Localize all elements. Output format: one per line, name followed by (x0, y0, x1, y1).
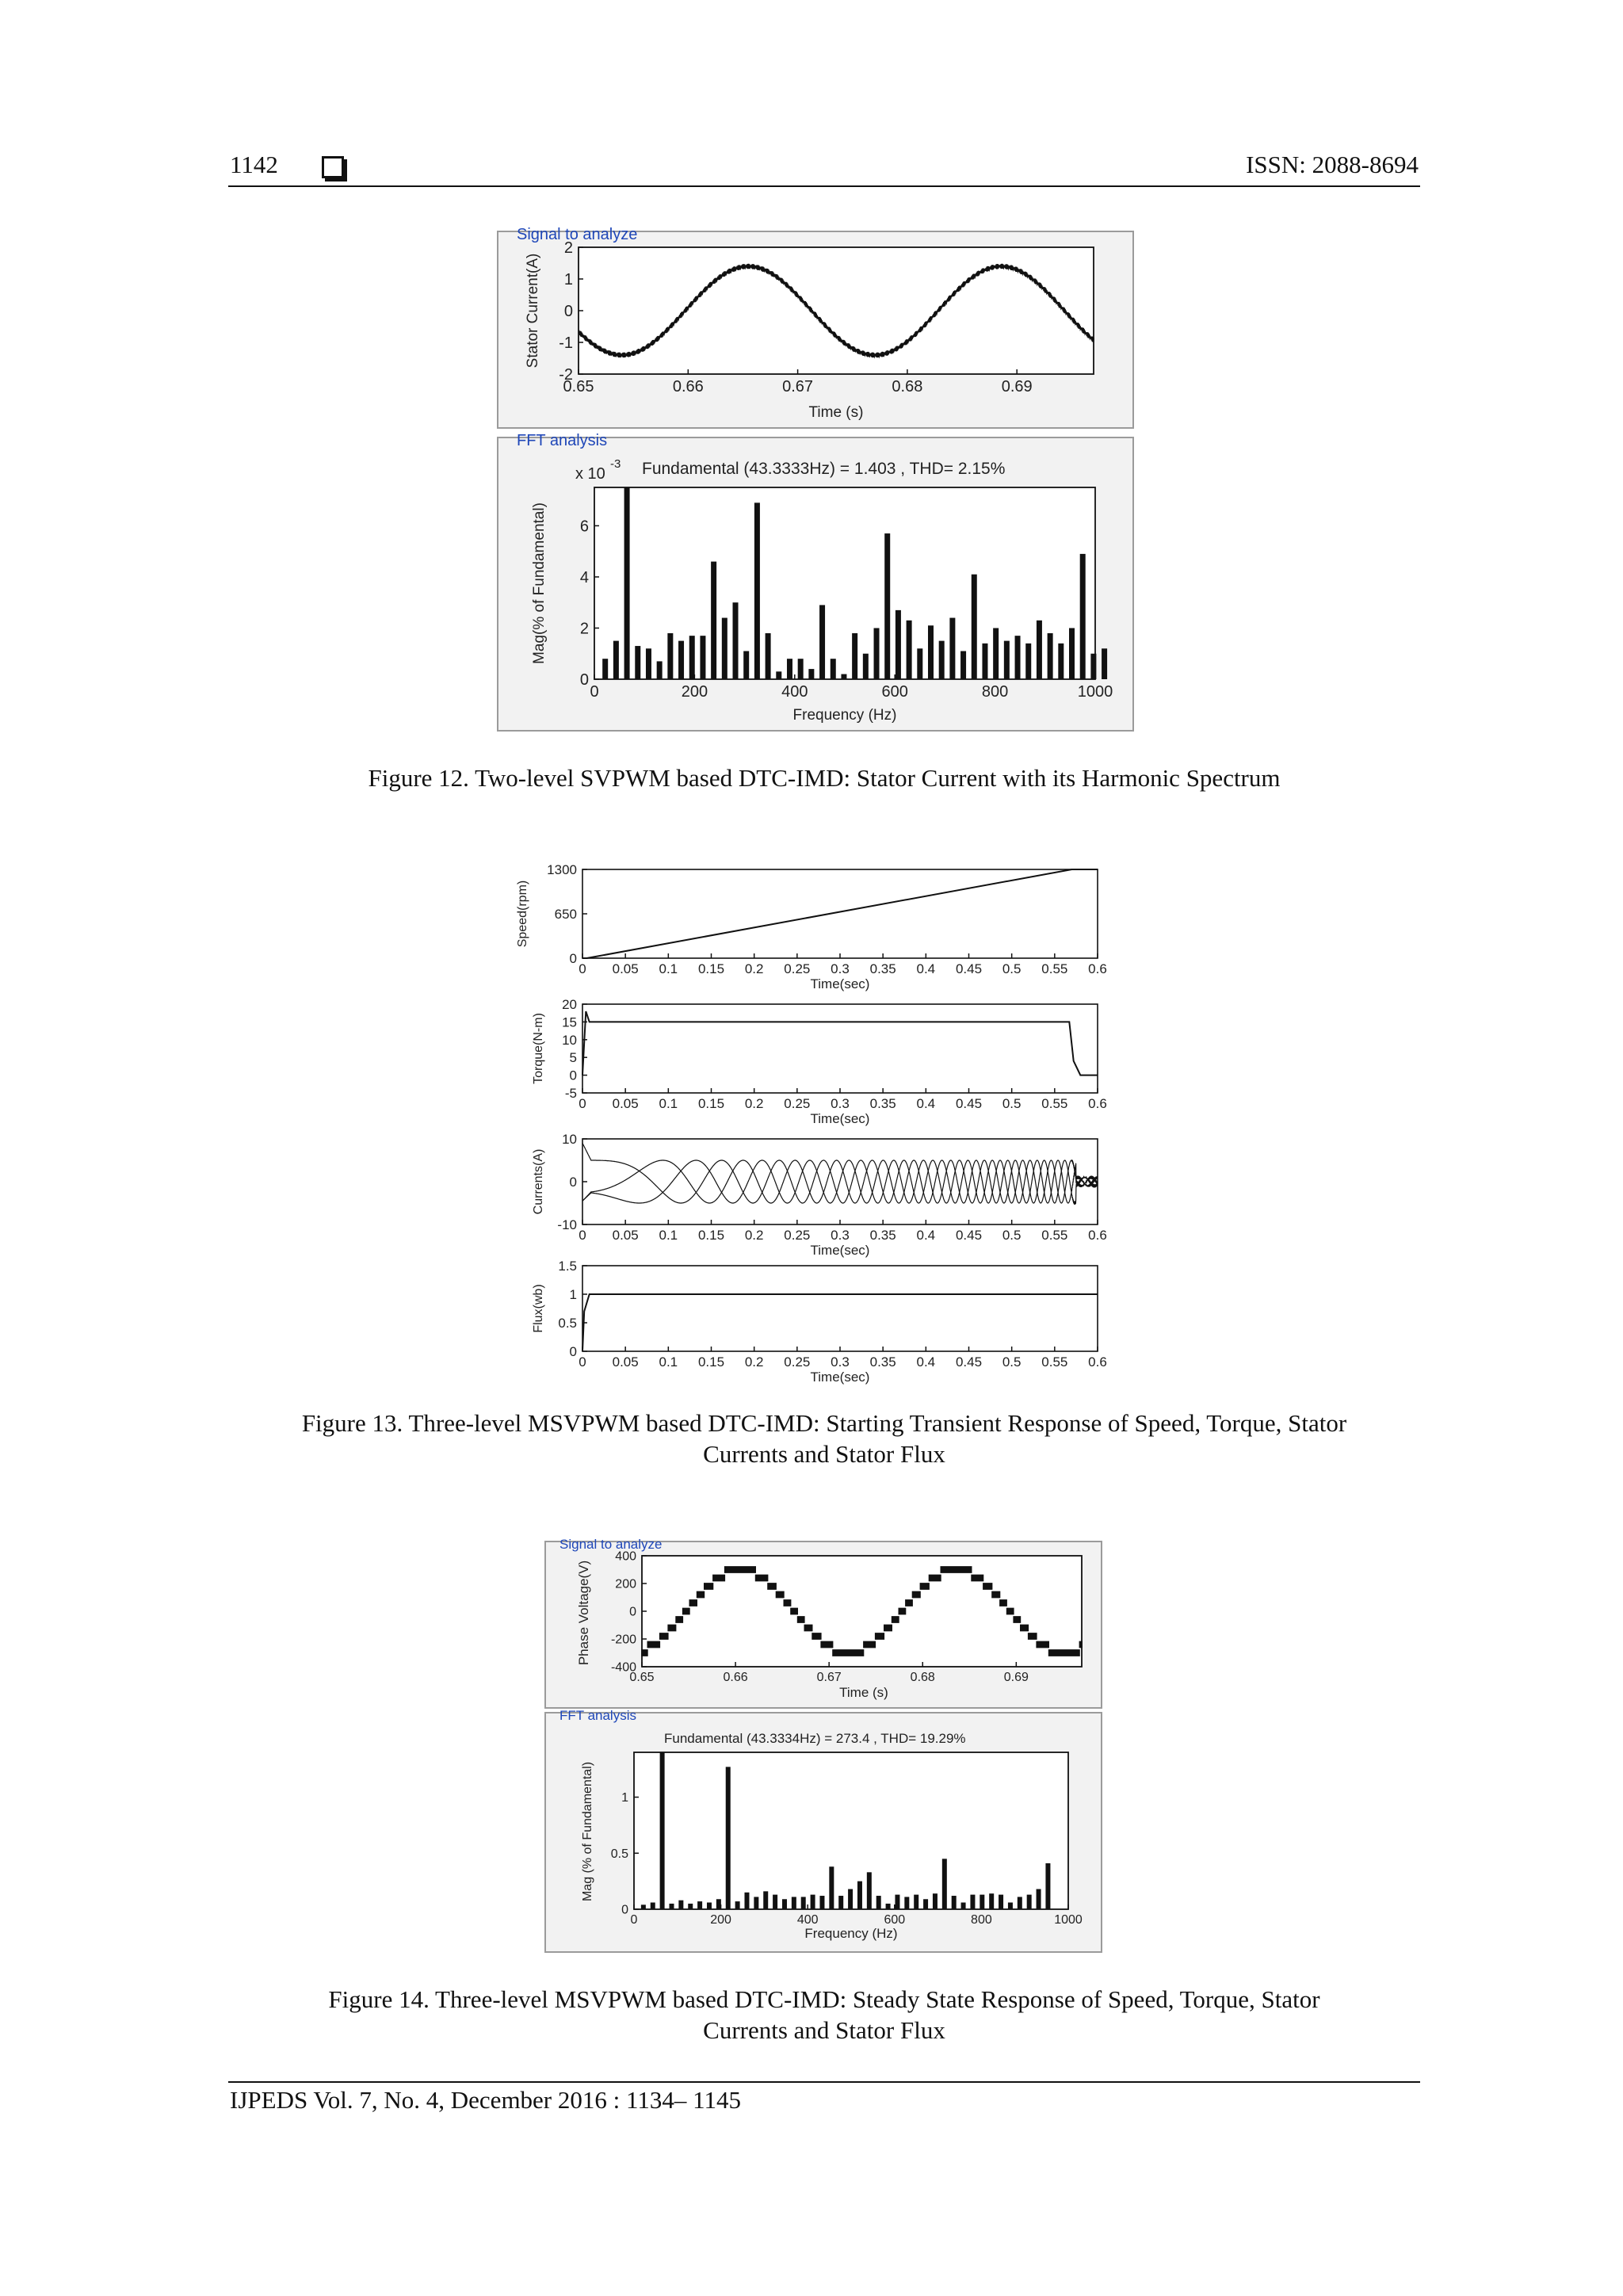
fft-bar (700, 636, 705, 679)
y-axis-label: Flux(wb) (532, 1284, 545, 1333)
fft-bar (722, 618, 727, 679)
x-axis-label: Time(sec) (810, 1243, 870, 1258)
y-tick-label: 2 (579, 620, 589, 638)
x-tick-label: 0.45 (955, 961, 983, 976)
x-tick-label: 0 (579, 1096, 586, 1111)
y-tick-label: -5 (564, 1085, 577, 1101)
header-box-icon (322, 156, 344, 178)
x-tick-label: 0.69 (1003, 1671, 1029, 1684)
fft-bar (678, 1901, 683, 1909)
x-tick-label: 0.68 (892, 378, 923, 395)
fft-bar (961, 1903, 966, 1909)
x-tick-label: 0.25 (784, 1228, 811, 1243)
fft-bar (735, 1901, 740, 1909)
fft-bar (863, 654, 869, 679)
fft-xlabel: Frequency (Hz) (792, 707, 897, 724)
fft-bar (773, 1895, 777, 1909)
y-tick-label: 10 (562, 1131, 577, 1147)
y-tick-label: -1 (559, 334, 573, 352)
y-tick-label: 5 (569, 1050, 577, 1066)
fft-ylabel: Mag (% of Fundamental) (581, 1761, 594, 1902)
fft-bar (923, 1899, 928, 1909)
y-tick-label: 1 (621, 1791, 628, 1805)
x-tick-label: 0 (579, 1228, 586, 1243)
figure-14-caption (206, 1984, 1442, 2046)
x-tick-label: 0.4 (916, 961, 936, 976)
fft-bar (1015, 636, 1021, 679)
fft-bar (896, 610, 901, 679)
y-tick-label: -2 (559, 366, 573, 384)
x-tick-label: 0.1 (659, 1096, 678, 1111)
fft-bar (711, 562, 716, 679)
fft-scale-exp: -3 (610, 457, 621, 471)
y-tick-label: 1.5 (558, 1258, 577, 1274)
plot-area (582, 1266, 1098, 1351)
x-tick-label: 0.05 (612, 1228, 639, 1243)
y-tick-label: 0 (569, 1068, 577, 1083)
figure-13-caption-line2: Currents and Stator Flux (703, 1440, 945, 1468)
fft-bar (1008, 1903, 1013, 1909)
y-tick-label: 0 (569, 1343, 577, 1359)
fft-bar (624, 487, 630, 679)
x-tick-label: 0.2 (744, 1354, 764, 1370)
signal-xlabel: Time (s) (839, 1685, 888, 1700)
fft-bar (907, 621, 912, 679)
fft-bar (867, 1872, 872, 1909)
figure-13-caption-line1: Figure 13. Three-level MSVPWM based DTC-IMD: Starting Transient Response of Speed, Torque, Stator (301, 1409, 1347, 1437)
fft-bar (949, 618, 955, 679)
x-tick-label: 0.45 (955, 1354, 983, 1370)
y-tick-label: 650 (554, 906, 577, 922)
x-tick-label: 0.6 (1088, 1228, 1107, 1243)
x-tick-label: 0.3 (831, 961, 850, 976)
x-tick-label: 0.35 (869, 1096, 896, 1111)
y-tick-label: 200 (615, 1577, 636, 1591)
fft-bar (1069, 628, 1075, 679)
y-axis-label: Speed(rpm) (516, 880, 529, 948)
fft-bar (819, 605, 825, 679)
x-tick-label: 0.66 (723, 1671, 748, 1684)
signal-ylabel: Stator Current(A) (525, 253, 541, 369)
fft-bar (657, 661, 663, 679)
fft-bar (904, 1897, 909, 1909)
fft-bar (602, 659, 608, 679)
fft-bar (1018, 1897, 1022, 1909)
x-tick-label: 0.4 (916, 1096, 936, 1111)
fft-bar (635, 646, 640, 679)
x-tick-label: 0.67 (816, 1671, 842, 1684)
fft-bar (763, 1891, 768, 1909)
fft-bar (838, 1896, 843, 1909)
x-tick-label: 600 (881, 683, 908, 701)
figure-14 (539, 1534, 1109, 1958)
y-tick-label: 4 (579, 568, 589, 586)
x-tick-label: 0.2 (744, 961, 764, 976)
header-rule (228, 185, 1420, 187)
x-tick-label: 0.05 (612, 1354, 639, 1370)
fft-bar (1080, 554, 1086, 679)
x-tick-label: 0.15 (697, 961, 725, 976)
y-tick-label: 0.5 (610, 1847, 628, 1861)
fft-bar (1045, 1863, 1050, 1909)
x-tick-label: 0.5 (1002, 1228, 1022, 1243)
fig13-torque-panel (532, 997, 1107, 1126)
fft-bar (776, 671, 781, 679)
x-tick-label: 0.5 (1002, 1354, 1022, 1370)
fft-bar (766, 633, 771, 679)
x-tick-label: 0.67 (782, 378, 814, 395)
x-tick-label: 0.2 (744, 1096, 764, 1111)
y-tick-label: 1300 (547, 861, 577, 877)
x-tick-label: 0.5 (1002, 1096, 1022, 1111)
y-tick-label: 0 (563, 303, 573, 320)
fft-bar (697, 1901, 702, 1909)
x-tick-label: 0.1 (659, 961, 678, 976)
fig13-speed-panel (516, 862, 1107, 991)
fft-bar (857, 1881, 862, 1909)
x-tick-label: 0.45 (955, 1096, 983, 1111)
fft-bar (829, 1866, 834, 1909)
fft-annotation: Fundamental (43.3334Hz) = 273.4 , THD= 19.29% (664, 1731, 966, 1746)
fft-bar (1037, 1889, 1041, 1909)
fft-bar (980, 1895, 984, 1909)
fft-bar (744, 1893, 749, 1909)
fft-bar (678, 641, 684, 679)
x-tick-label: 0 (579, 961, 586, 976)
x-tick-label: 0.25 (784, 1354, 811, 1370)
x-tick-label: 0.15 (697, 1354, 725, 1370)
fft-scale: x 10 (575, 465, 605, 483)
plot-area (582, 1004, 1098, 1093)
fft-bar (787, 659, 792, 679)
fft-bar (933, 1893, 938, 1909)
fft-bar (792, 1897, 796, 1909)
fft-bar (667, 633, 673, 679)
y-tick-label: 0 (621, 1903, 628, 1917)
fft-bar (808, 669, 814, 679)
x-tick-label: 400 (781, 683, 808, 701)
fft-xlabel: Frequency (Hz) (804, 1926, 898, 1941)
fft-bar (928, 625, 934, 679)
fft-panel-title: FFT analysis (559, 1708, 636, 1723)
fft-bar (651, 1903, 655, 1909)
y-tick-label: 0 (629, 1605, 636, 1619)
page-number: 1142 (230, 151, 278, 178)
x-tick-label: 0.05 (612, 1096, 639, 1111)
signal-xlabel: Time (s) (808, 404, 864, 421)
fft-bar (782, 1899, 787, 1909)
fft-bar (689, 636, 695, 679)
x-tick-label: 0.65 (629, 1671, 655, 1684)
y-tick-label: -400 (610, 1660, 636, 1675)
fft-bar (914, 1895, 918, 1909)
fft-bar (972, 575, 977, 679)
fft-bar (707, 1903, 712, 1909)
x-tick-label: 0.6 (1088, 1096, 1107, 1111)
fft-ylabel: Mag(% of Fundamental) (531, 502, 548, 664)
figure-13 (507, 860, 1125, 1399)
fft-bar (1037, 621, 1042, 679)
y-tick-label: 15 (562, 1014, 577, 1030)
x-tick-label: 0.1 (659, 1228, 678, 1243)
fft-bar (831, 659, 836, 679)
fft-bar (754, 502, 760, 679)
x-tick-label: 0 (590, 683, 599, 701)
fft-bar (876, 1896, 881, 1909)
x-tick-label: 0.55 (1041, 961, 1068, 976)
x-tick-label: 0.55 (1041, 1096, 1068, 1111)
fft-bar (641, 1904, 646, 1909)
fft-bar (688, 1904, 693, 1909)
fft-bar (874, 628, 880, 679)
fft-bar (852, 633, 857, 679)
fft-bar (819, 1896, 824, 1909)
fft-bar (917, 648, 922, 679)
y-tick-label: 1 (569, 1286, 577, 1302)
fft-bar (716, 1899, 721, 1909)
y-tick-label: 1 (563, 271, 573, 288)
y-tick-label: 6 (579, 518, 589, 536)
fft-bar (1048, 633, 1053, 679)
x-tick-label: 0.05 (612, 961, 639, 976)
fft-bar (1004, 641, 1010, 679)
x-tick-label: 0.15 (697, 1096, 725, 1111)
x-tick-label: 0.65 (563, 378, 594, 395)
x-tick-label: 0.45 (955, 1228, 983, 1243)
footer-text: IJPEDS Vol. 7, No. 4, December 2016 : 1134– 1145 (230, 2086, 741, 2114)
figure-14-caption-line1: Figure 14. Three-level MSVPWM based DTC-IMD: Steady State Response of Speed, Torque, Stator (328, 1985, 1320, 2013)
x-tick-label: 0.35 (869, 1354, 896, 1370)
fft-annotation: Fundamental (43.3333Hz) = 1.403 , THD= 2.15% (642, 460, 1006, 478)
x-tick-label: 0.4 (916, 1228, 936, 1243)
fft-bar (660, 1752, 665, 1909)
fft-bar (613, 641, 619, 679)
fig13-flux-panel (532, 1259, 1107, 1385)
fft-bar (993, 628, 999, 679)
fft-bar (939, 641, 945, 679)
fft-bar (886, 1904, 891, 1909)
x-tick-label: 0.55 (1041, 1354, 1068, 1370)
fft-bar (743, 651, 749, 679)
x-tick-label: 0.15 (697, 1228, 725, 1243)
fft-bar (970, 1895, 975, 1909)
x-tick-label: 0.66 (672, 378, 704, 395)
signal-panel-title: Signal to analyze (517, 226, 638, 243)
figure-14-caption-line2: Currents and Stator Flux (703, 2016, 945, 2044)
x-tick-label: 0.55 (1041, 1228, 1068, 1243)
fig13-currents-panel (532, 1132, 1107, 1258)
x-tick-label: 0.3 (831, 1096, 850, 1111)
x-tick-label: 0.1 (659, 1354, 678, 1370)
x-tick-label: 800 (981, 683, 1009, 701)
fft-bar (884, 533, 890, 679)
figure-12 (491, 222, 1141, 737)
y-tick-label: -200 (610, 1633, 636, 1647)
figure-13-caption (206, 1408, 1442, 1469)
x-tick-label: 200 (681, 683, 708, 701)
figure-12-caption: Figure 12. Two-level SVPWM based DTC-IMD: Stator Current with its Harmonic Spectrum (368, 764, 1281, 792)
y-tick-label: 10 (562, 1032, 577, 1048)
x-tick-label: 0.25 (784, 1096, 811, 1111)
y-axis-label: Torque(N-m) (532, 1013, 545, 1084)
x-axis-label: Time(sec) (810, 1111, 870, 1126)
fft-bar (754, 1897, 758, 1909)
fft-bar (960, 651, 966, 679)
x-tick-label: 0.35 (869, 1228, 896, 1243)
y-tick-label: -10 (557, 1217, 577, 1232)
x-tick-label: 0.5 (1002, 961, 1022, 976)
y-tick-label: 20 (562, 996, 577, 1012)
issn: ISSN: 2088-8694 (1246, 151, 1419, 178)
fft-bar (1102, 648, 1107, 679)
x-tick-label: 0.3 (831, 1228, 850, 1243)
y-axis-label: Currents(A) (532, 1148, 545, 1215)
x-tick-label: 0.4 (916, 1354, 936, 1370)
fft-plot-area (634, 1752, 1068, 1909)
y-tick-label: 0 (569, 1174, 577, 1190)
fft-bar (989, 1893, 994, 1909)
x-tick-label: 0.6 (1088, 961, 1107, 976)
x-tick-label: 0.25 (784, 961, 811, 976)
fft-bar (811, 1895, 815, 1909)
x-tick-label: 0.2 (744, 1228, 764, 1243)
fft-bar (841, 674, 846, 679)
x-tick-label: 0.68 (910, 1671, 935, 1684)
fft-bar (848, 1889, 853, 1909)
fft-bar (942, 1859, 947, 1909)
footer-rule (228, 2081, 1420, 2083)
x-tick-label: 0.69 (1001, 378, 1033, 395)
x-axis-label: Time(sec) (810, 1370, 870, 1385)
x-tick-label: 0.6 (1088, 1354, 1107, 1370)
fft-bar (801, 1897, 806, 1909)
fft-bar (1027, 1895, 1032, 1909)
x-tick-label: 200 (710, 1913, 731, 1927)
signal-panel-title: Signal to analyze (559, 1537, 663, 1552)
fft-bar (733, 602, 739, 679)
signal-plot-area (579, 247, 1094, 374)
x-tick-label: 0.3 (831, 1354, 850, 1370)
y-tick-label: 400 (615, 1549, 636, 1564)
fft-panel-title: FFT analysis (517, 432, 608, 449)
x-tick-label: 1000 (1054, 1913, 1083, 1927)
x-tick-label: 600 (884, 1913, 906, 1927)
x-tick-label: 0.35 (869, 961, 896, 976)
fft-bar (952, 1896, 957, 1909)
signal-ylabel: Phase Voltage(V) (576, 1560, 591, 1666)
fft-bar (1058, 644, 1064, 679)
fft-bar (1025, 644, 1031, 679)
fft-bar (982, 644, 987, 679)
x-tick-label: 800 (971, 1913, 992, 1927)
fft-bar (999, 1895, 1003, 1909)
fft-bar (895, 1895, 899, 1909)
fft-bar (726, 1767, 731, 1909)
fft-bar (669, 1904, 674, 1909)
y-tick-label: 0 (569, 950, 577, 966)
fft-bar (1090, 654, 1096, 679)
y-tick-label: 0.5 (558, 1315, 577, 1331)
x-tick-label: 1000 (1077, 683, 1113, 701)
fft-bar (798, 659, 804, 679)
x-tick-label: 0 (579, 1354, 586, 1370)
y-tick-label: 0 (579, 671, 589, 689)
x-tick-label: 0 (630, 1913, 638, 1927)
x-axis-label: Time(sec) (810, 976, 870, 991)
y-tick-label: 2 (563, 239, 573, 257)
x-tick-label: 400 (796, 1913, 819, 1927)
fft-bar (646, 648, 651, 679)
